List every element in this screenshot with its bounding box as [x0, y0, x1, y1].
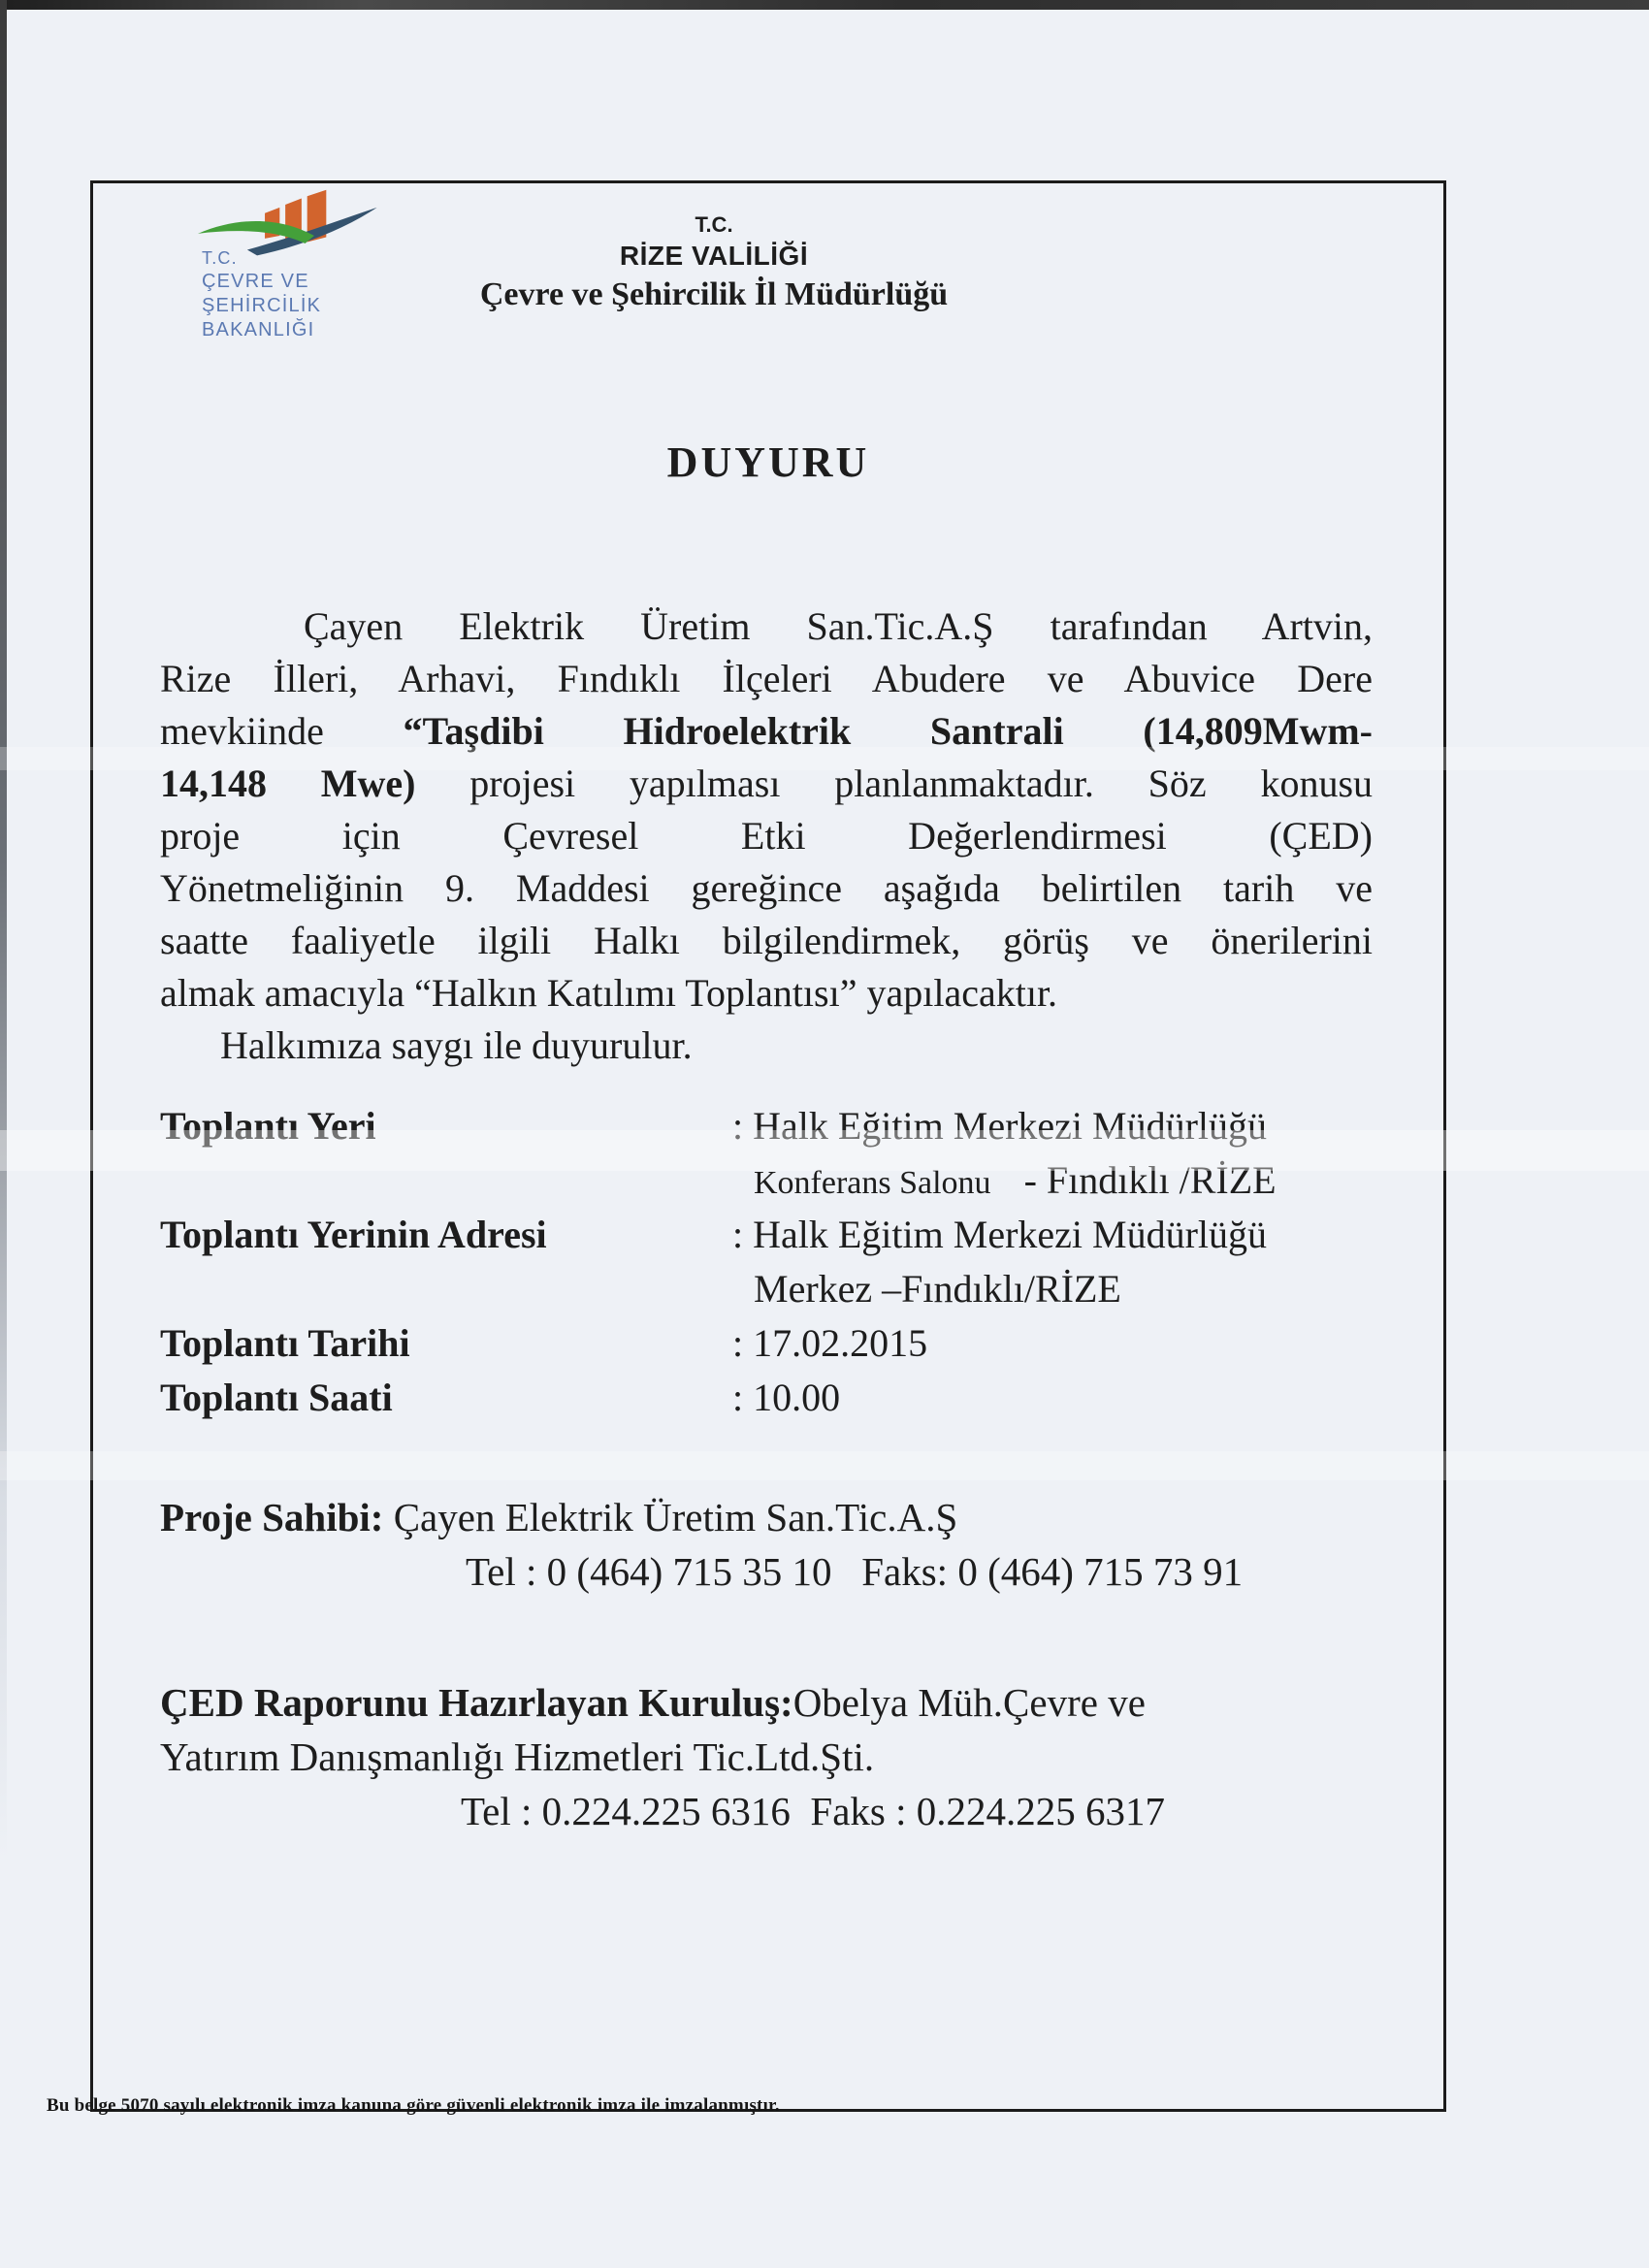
body-line — [160, 758, 1373, 810]
meeting-address-row-2 — [160, 1262, 1373, 1316]
document-frame — [90, 180, 1446, 2112]
project-owner-name: Çayen Elektrik Üretim San.Tic.A.Ş — [383, 1495, 958, 1539]
empty-label — [160, 1153, 732, 1211]
body-line — [160, 915, 1373, 967]
body-line-bold: 14,148 Mwe) — [160, 761, 416, 805]
meeting-time-row — [160, 1371, 1373, 1425]
meeting-address-row — [160, 1208, 1373, 1262]
meeting-place-row — [160, 1099, 1373, 1153]
closing-line: Halkımıza saygı ile duyurulur. — [220, 1023, 693, 1067]
ced-consultant-line-1 — [160, 1675, 1382, 1730]
ministry-logo-text — [202, 247, 321, 342]
body-line — [160, 862, 1373, 915]
letterhead-governorship: RİZE VALİLİĞİ — [619, 241, 809, 271]
logo-line-ministry: ÇEVRE VE ŞEHİRCİLİK — [202, 270, 322, 316]
body-line — [160, 600, 1373, 653]
meeting-place-value-2 — [732, 1153, 1373, 1211]
project-owner-label: Proje Sahibi: — [160, 1495, 384, 1539]
meeting-date-value: : 17.02.2015 — [732, 1321, 928, 1365]
body-line-text: saatte faaliyetle ilgili Halkı bilgilendirmek, görüş ve önerilerini — [160, 919, 1373, 962]
body-line-text: Yönetmeliğinin 9. Maddesi gereğince aşağıda belirtilen tarih ve — [160, 866, 1373, 910]
esignature-footer: Bu belge 5070 sayılı elektronik imza kanuna göre güvenli elektronik imza ile imzalanmıştır. — [47, 2095, 780, 2116]
ced-consultant-name-2: Yatırım Danışmanlığı Hizmetleri Tic.Ltd.Şti. — [160, 1734, 875, 1779]
body-line — [160, 967, 1373, 1020]
announcement-title: DUYURU — [666, 438, 870, 486]
logo-line-tc: T.C. — [202, 248, 238, 268]
empty-label — [160, 1262, 732, 1316]
meeting-address-value: : Halk Eğitim Merkezi Müdürlüğü — [732, 1213, 1268, 1256]
ced-consultant-block — [160, 1675, 1382, 1838]
meeting-date-label: Toplantı Tarihi — [160, 1321, 410, 1365]
meeting-date-row — [160, 1316, 1373, 1371]
body-line — [160, 705, 1373, 758]
meeting-time-label: Toplantı Saati — [160, 1376, 393, 1419]
meeting-time-value: : 10.00 — [732, 1376, 841, 1419]
meeting-place-hall: Konferans Salonu — [754, 1165, 991, 1201]
body-line-text: proje için Çevresel Etki Değerlendirmesi (ÇED) — [160, 814, 1373, 858]
body-line-text: projesi yapılması planlanmaktadır. Söz konusu — [415, 761, 1373, 805]
scan-edge-top — [0, 0, 1649, 10]
body-line-text: almak amacıyla “Halkın Katılımı Toplantısı” yapılacaktır. — [160, 971, 1058, 1015]
body-line — [160, 653, 1373, 705]
meeting-address-value-2: Merkez –Fındıklı/RİZE — [754, 1267, 1121, 1311]
letterhead — [442, 212, 986, 313]
letterhead-directorate: Çevre ve Şehircilik İl Müdürlüğü — [479, 276, 949, 312]
ced-consultant-contact: Tel : 0.224.225 6316 Faks : 0.224.225 6317 — [461, 1789, 1166, 1833]
meeting-details — [160, 1099, 1373, 1425]
body-line-bold: “Taşdibi Hidroelektrik Santrali (14,809Mwm- — [403, 709, 1373, 753]
meeting-place-row-2 — [160, 1153, 1373, 1208]
ced-consultant-name-1: Obelya Müh.Çevre ve — [792, 1680, 1146, 1725]
body-line — [160, 810, 1373, 862]
project-owner-block — [160, 1490, 1373, 1599]
body-paragraph — [160, 600, 1373, 1072]
body-line-text: Çayen Elektrik Üretim San.Tic.A.Ş tarafından Artvin, — [304, 604, 1373, 648]
meeting-address-label: Toplantı Yerinin Adresi — [160, 1213, 547, 1256]
meeting-place-city: - Fındıklı /RİZE — [1023, 1158, 1277, 1202]
ced-consultant-label: ÇED Raporunu Hazırlayan Kuruluş: — [160, 1680, 793, 1725]
project-owner-contact: Tel : 0 (464) 715 35 10 Faks: 0 (464) 715 73 91 — [466, 1549, 1244, 1594]
project-owner-line — [160, 1490, 1373, 1544]
scan-edge-left — [0, 0, 7, 2268]
letterhead-tc: T.C. — [695, 212, 733, 237]
body-line-text: Rize İlleri, Arhavi, Fındıklı İlçeleri Abudere ve Abuvice Dere — [160, 657, 1373, 700]
meeting-place-label: Toplantı Yeri — [160, 1104, 376, 1148]
logo-line-bakanlik: BAKANLIĞI — [202, 318, 315, 340]
body-line-text: mevkiinde — [160, 709, 404, 753]
meeting-place-value: : Halk Eğitim Merkezi Müdürlüğü — [732, 1104, 1268, 1148]
